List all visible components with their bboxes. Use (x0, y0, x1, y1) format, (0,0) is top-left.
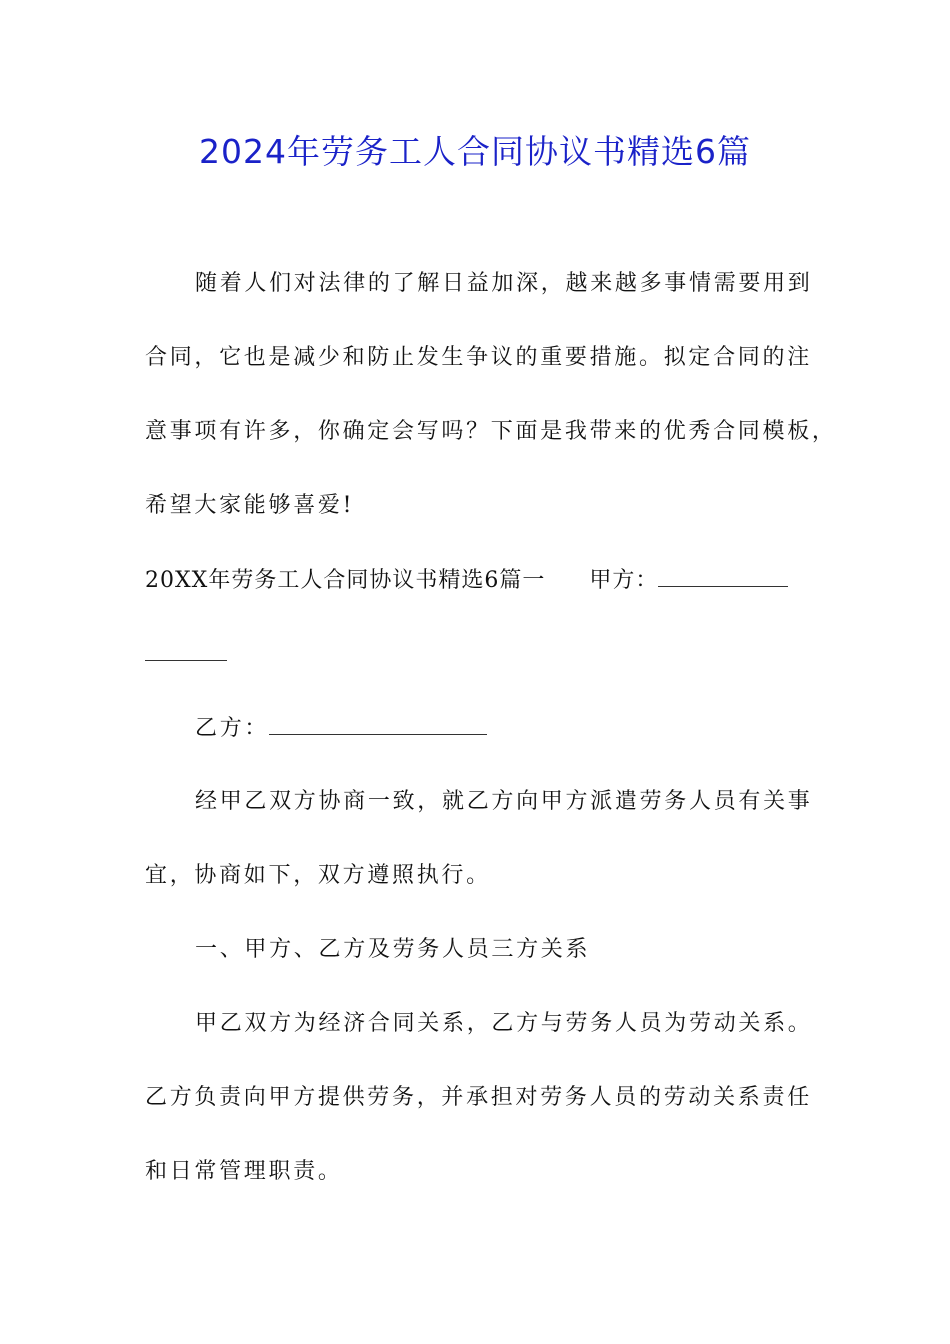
intro-line-4: 希望大家能够喜爱! (145, 493, 355, 518)
party-b-label: 乙方： (195, 716, 270, 741)
intro-line-1: 随着人们对法律的了解日益加深，越来越多事情需要用到 (195, 271, 813, 296)
section-heading-row (145, 564, 815, 597)
party-a-blank (658, 564, 788, 587)
party-b-blank (269, 712, 487, 735)
party-a-label: 甲方： (589, 568, 659, 593)
body-p2-line-2: 乙方负责向甲方提供劳务，并承担对劳务人员的劳动关系责任 (145, 1085, 812, 1110)
body-p1-line-2: 宜，协商如下，双方遵照执行。 (145, 863, 491, 888)
body-p2-line-1: 甲乙双方为经济合同关系，乙方与劳务人员为劳动关系。 (195, 1011, 813, 1036)
intro-line-2: 合同，它也是减少和防止发生争议的重要措施。拟定合同的注 (145, 345, 812, 370)
page-title: 2024年劳务工人合同协议书精选6篇 (199, 132, 751, 171)
body-p1-line-1: 经甲乙双方协商一致，就乙方向甲方派遣劳务人员有关事 (195, 789, 813, 814)
body-p2-line-3: 和日常管理职责。 (145, 1159, 343, 1184)
party-b-row (195, 712, 815, 745)
party-a-blank-continued-row (145, 638, 815, 671)
section-heading: 20XX年劳务工人合同协议书精选6篇一 (145, 568, 546, 593)
party-a-blank-continued (145, 638, 227, 661)
clause-1-heading: 一、甲方、乙方及劳务人员三方关系 (195, 937, 591, 962)
intro-line-3: 意事项有许多，你确定会写吗？下面是我带来的优秀合同模板， (145, 419, 837, 444)
